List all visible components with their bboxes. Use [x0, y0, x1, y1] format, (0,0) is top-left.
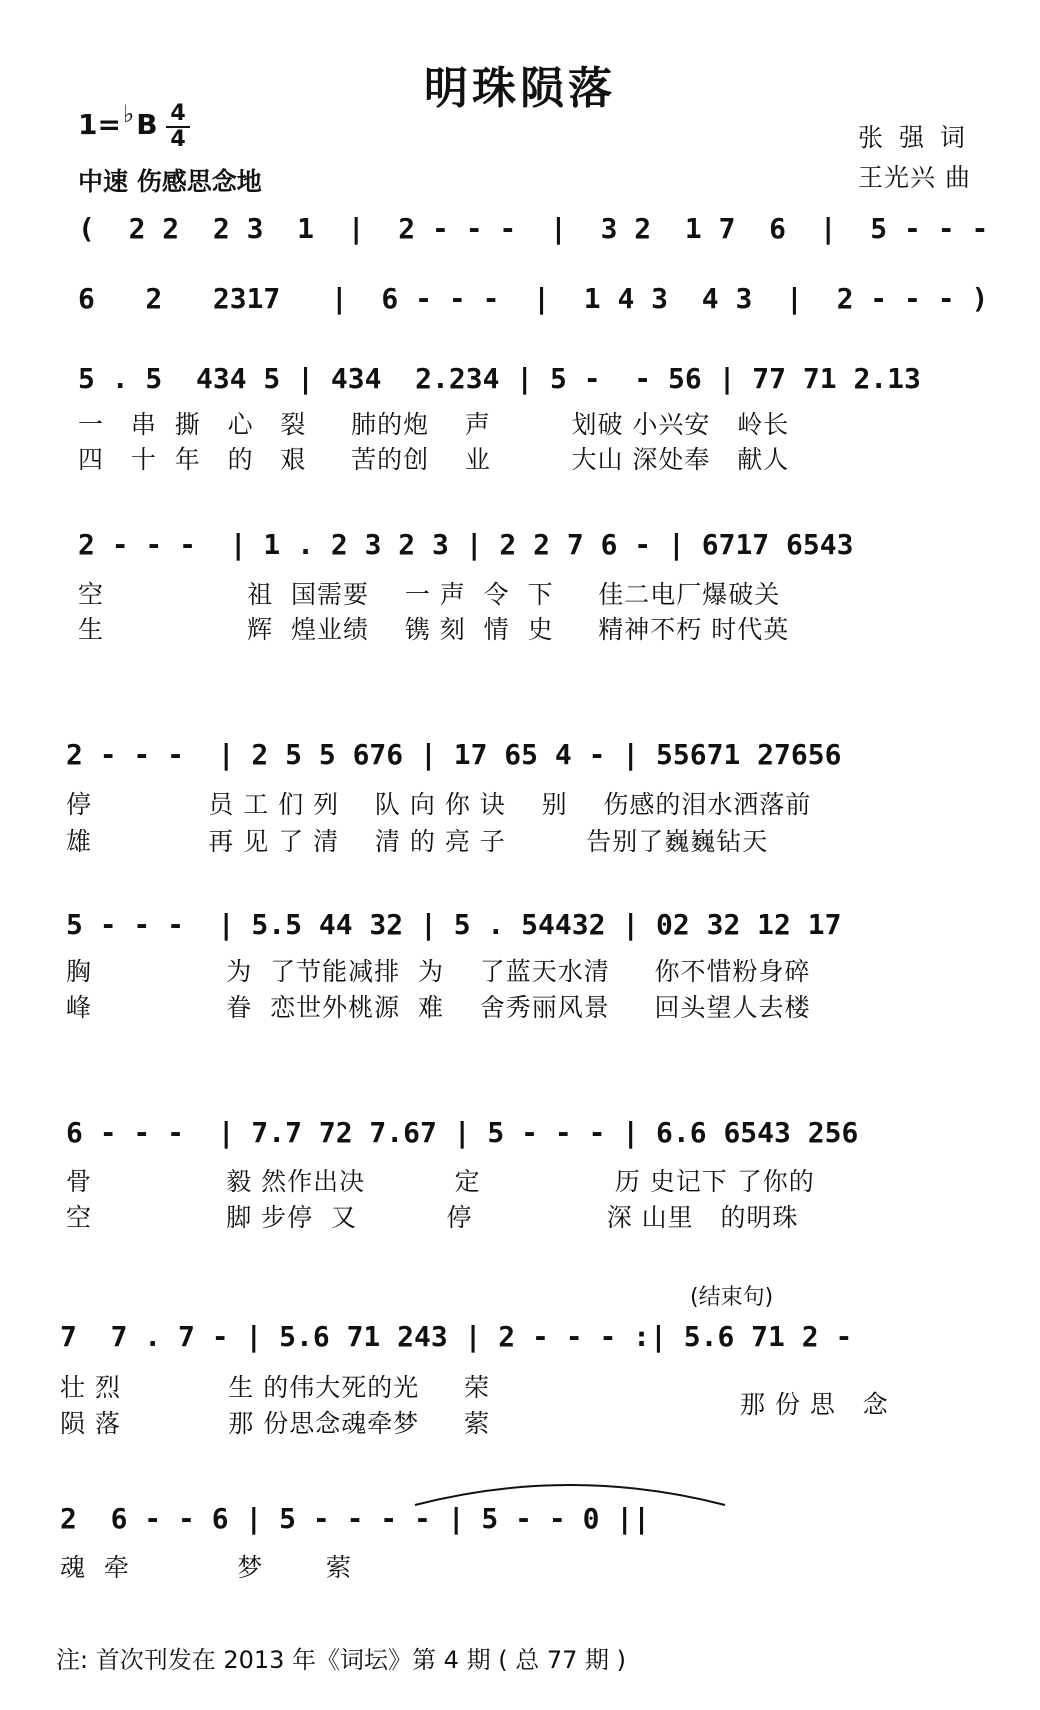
- lyrics-verse1-system-8: 壮 烈 生 的伟大死的光 荣: [60, 1373, 490, 1402]
- lyrics-verse2-system-5: 雄 再 见 了 清 清 的 亮 子 告别了巍巍钻天: [66, 827, 769, 856]
- notation-system-8: 7 7 . 7 - | 5.6 71 243 | 2 - - - :| 5.6 71 2 -: [60, 1320, 853, 1353]
- notation-system-3: 5 . 5 434 5 | 434 2.234 | 5 - - 56 | 77 71 2.13: [78, 362, 921, 395]
- footnote: 注: 首次刊发在 2013 年《词坛》第 4 期 ( 总 77 期 ): [56, 1646, 626, 1674]
- notation-system-9: 2 6 - - 6 | 5 - - - - | 5 - - 0 ||: [60, 1502, 651, 1535]
- key-note: B: [136, 108, 158, 141]
- lyrics-verse1-system-6: 胸 为 了节能减排 为 了蓝天水清 你不惜粉身碎: [66, 957, 811, 986]
- key-prefix: 1=: [78, 108, 121, 141]
- notation-system-1: ( 2 2 2 3 1 | 2 - - - | 3 2 1 7 6 | 5 - - -: [78, 212, 989, 245]
- lyrics-verse1-system-4: 空 祖 国需要 一 声 令 下 佳二电厂爆破关: [78, 580, 781, 609]
- lyrics-verse1-system-7: 骨 毅 然作出决 定 历 史记下 了你的: [66, 1167, 815, 1196]
- ending-label: (结束句): [690, 1285, 774, 1310]
- flat-symbol: ♭: [122, 100, 135, 128]
- lyricist: 张 强 词: [858, 123, 969, 152]
- song-title: 明珠陨落: [424, 63, 616, 114]
- lyrics-verse1-system-5: 停 员 工 们 列 队 向 你 诀 别 伤感的泪水洒落前: [66, 790, 812, 819]
- lyrics-verse2-system-3: 四 十 年 的 艰 苦的创 业 大山 深处奉 献人: [78, 445, 790, 474]
- composer: 王光兴 曲: [858, 163, 971, 192]
- lyrics-verse2-system-7: 空 脚 步停 又 停 深 山里 的明珠: [66, 1203, 799, 1232]
- lyrics-verse2-system-6: 峰 眷 恋世外桃源 难 舍秀丽风景 回头望人去楼: [66, 993, 811, 1022]
- notation-system-5: 2 - - - | 2 5 5 676 | 17 65 4 - | 55671 27656: [66, 738, 842, 771]
- key-signature: [78, 100, 158, 141]
- notation-system-2: 6 2 2317 | 6 - - - | 1 4 3 4 3 | 2 - - - ): [78, 282, 989, 315]
- lyrics-verse2-system-4: 生 辉 煌业绩 镌 刻 情 史 精神不朽 时代英: [78, 615, 790, 644]
- notation-system-6: 5 - - - | 5.5 44 32 | 5 . 54432 | 02 32 12 17: [66, 908, 842, 941]
- ending-lyrics: 那 份 思 念: [740, 1390, 889, 1419]
- lyrics-verse2-system-8: 陨 落 那 份思念魂牵梦 萦: [60, 1409, 490, 1438]
- time-bottom: 4: [170, 127, 186, 152]
- notation-system-4: 2 - - - | 1 . 2 3 2 3 | 2 2 7 6 - | 6717 6543: [78, 528, 854, 561]
- time-top: 4: [170, 101, 186, 126]
- time-signature: [166, 102, 190, 152]
- lyrics-verse1-system-3: 一 串 撕 心 裂 肺的炮 声 划破 小兴安 岭长: [78, 410, 790, 439]
- tempo-marking: 中速 伤感思念地: [78, 167, 262, 196]
- notation-system-7: 6 - - - | 7.7 72 7.67 | 5 - - - | 6.6 6543 256: [66, 1116, 859, 1149]
- lyrics-verse1-system-9: 魂 牵 梦 萦: [60, 1553, 352, 1582]
- final-tie: [410, 1470, 730, 1510]
